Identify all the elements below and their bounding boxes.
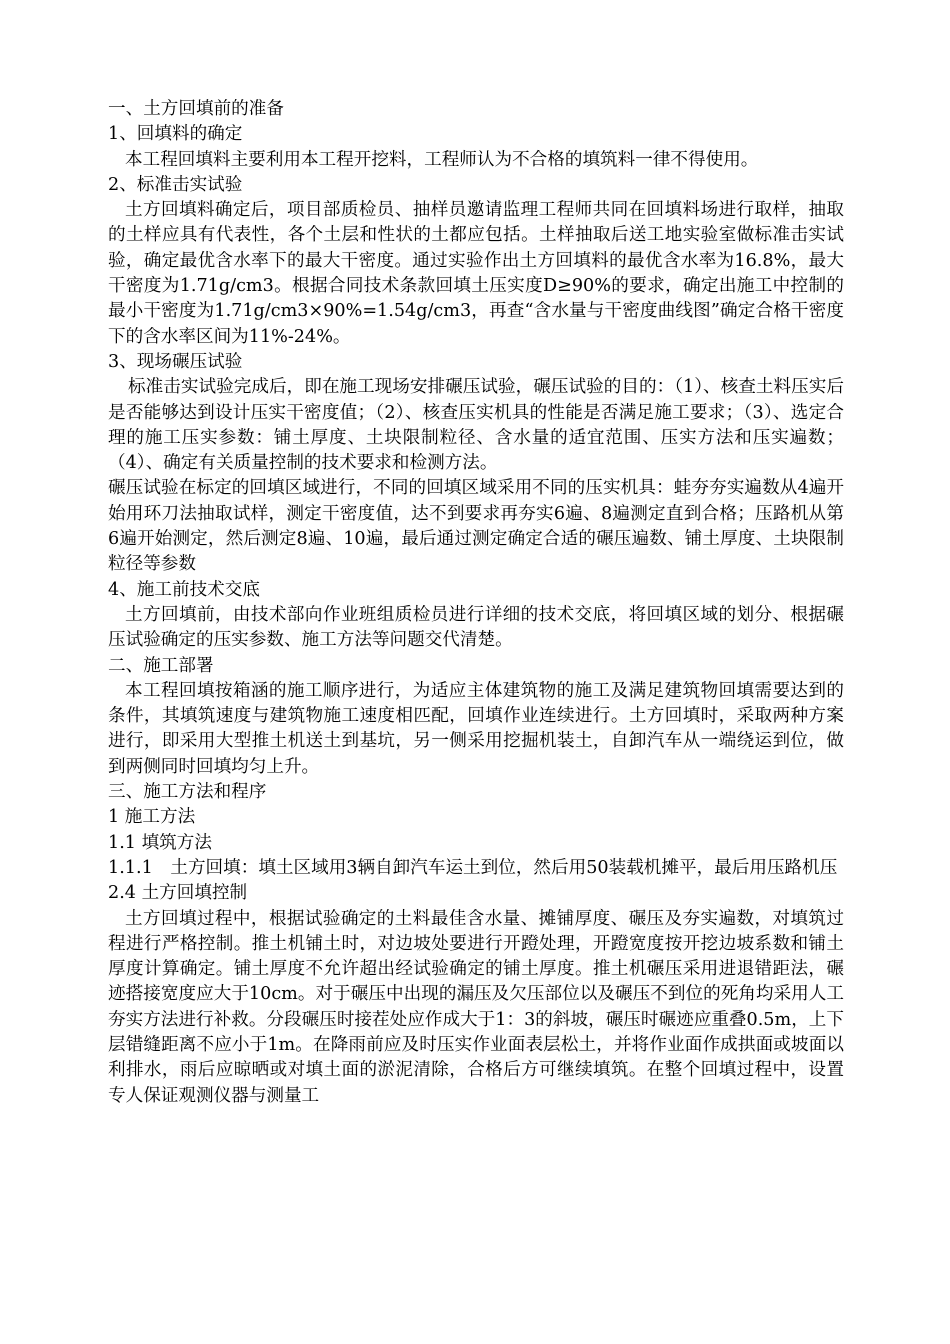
section-1-1-heading: 1、回填料的确定: [108, 124, 243, 145]
section-3-1-1-1-paragraph: 1.1.1 土方回填：填土区域用3辆自卸汽车运土到位，然后用50装载机摊平，最后用压路机压: [108, 857, 838, 878]
section-2-4-paragraph: 土方回填过程中，根据试验确定的土料最佳含水量、摊铺厚度、碾压及夯实遍数，对填筑过程进行严格控制。推土机铺土时，对边坡处要进行开蹬处理，开蹬宽度按开挖边坡系数和铺土厚度计算确定。铺土厚度不允许超出经试验确定的铺土厚度。推土机碾压采用进退错距法，碾迹搭接宽度应大于10cm。对于碾压中出现的漏压及欠压部位以及碾压不到位的死角均采用人工夯实方法进行补救。分段碾压时接茬处应作成大于1：3的斜坡，碾压时碾迹应重叠0.5m，上下层错缝距离不应小于1m。在降雨前应及时压实作业面表层松土，并将作业面作成拱面或坡面以利排水，雨后应晾晒或对填土面的淤泥清除，合格后方可继续填筑。在整个回填过程中，设置专人保证观测仪器与测量工: [108, 908, 844, 1106]
section-1-1-paragraph: 本工程回填料主要利用本工程开挖料，工程师认为不合格的填筑料一律不得使用。: [125, 149, 759, 170]
section-1-3-heading: 3、现场碾压试验: [108, 351, 243, 372]
section-1-2-heading: 2、标准击实试验: [108, 174, 243, 195]
section-3-1-heading: 1 施工方法: [108, 807, 196, 828]
section-1-heading: 一、土方回填前的准备: [108, 99, 284, 119]
section-1-3-paragraph-1: 标准击实试验完成后，即在施工现场安排碾压试验，碾压试验的目的：（1）、核查土料压实后是否能够达到设计压实干密度值；（2）、核查压实机具的性能是否满足施工要求；（3）、选定合理的施工压实参数：铺土厚度、土块限制粒径、含水量的适宜范围、压实方法和压实遍数；（4）、确定有关质量控制的技术要求和检测方法。: [108, 377, 844, 474]
section-1-2-paragraph: 土方回填料确定后，项目部质检员、抽样员邀请监理工程师共同在回填料场进行取样，抽取的土样应具有代表性，各个土层和性状的土都应包括。土样抽取后送工地实验室做标准击实试验，确定最优含水率下的最大干密度。通过实验作出土方回填料的最优含水率为16.8%，最大干密度为1.71g/cm3。根据合同技术条款回填土压实度D≥90%的要求，确定出施工中控制的最小干密度为1.71g/cm3×90%=1.54g/cm3，再查“含水量与干密度曲线图”确定合格干密度下的含水率区间为11%-24%。: [108, 200, 844, 347]
section-2-heading: 二、施工部署: [108, 655, 214, 676]
section-1-4-heading: 4、施工前技术交底: [108, 579, 260, 600]
document-page: [108, 97, 844, 1109]
section-1-4-paragraph: 土方回填前，由技术部向作业班组质检员进行详细的技术交底，将回填区域的划分、根据碾压试验确定的压实参数、施工方法等问题交代清楚。: [108, 604, 844, 651]
section-3-1-1-heading: 1.1 填筑方法: [108, 832, 212, 853]
section-1-3-paragraph-2: 碾压试验在标定的回填区域进行，不同的回填区域采用不同的压实机具：蛙夯夯实遍数从4遍开始用环刀法抽取试样，测定干密度值，达不到要求再夯实6遍、8遍测定直到合格；压路机从第6遍开始测定，然后测定8遍、10遍，最后通过测定确定合适的碾压遍数、铺土厚度、土块限制粒径等参数: [108, 478, 844, 575]
section-3-heading: 三、施工方法和程序: [108, 782, 267, 803]
section-2-paragraph: 本工程回填按箱涵的施工顺序进行，为适应主体建筑物的施工及满足建筑物回填需要达到的条件，其填筑速度与建筑物施工速度相匹配，回填作业连续进行。土方回填时，采取两种方案进行，即采用大型推土机送土到基坑，另一侧采用挖掘机装土，自卸汽车从一端绕运到位，做到两侧同时回填均匀上升。: [108, 680, 844, 777]
section-2-4-heading: 2.4 土方回填控制: [108, 883, 248, 904]
